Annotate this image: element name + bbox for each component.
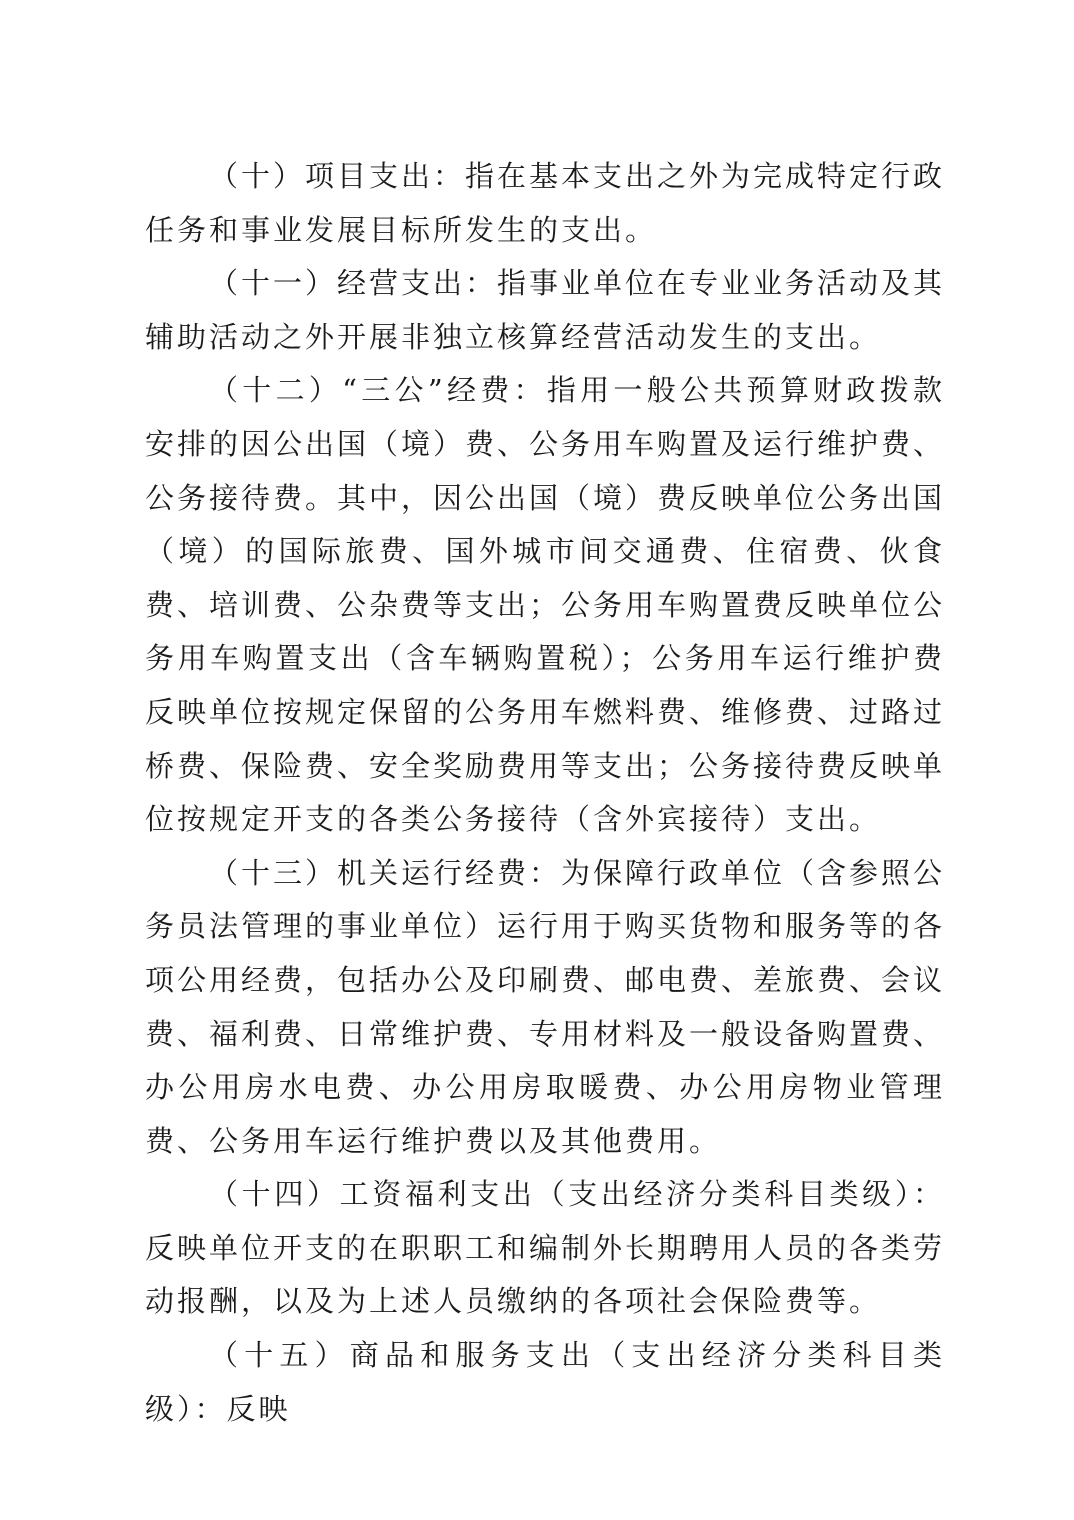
- document-body: [145, 150, 945, 1436]
- paragraph-agency-operating-funds: （十三）机关运行经费：为保障行政单位（含参照公务员法管理的事业单位）运行用于购买货物和服务等的各项公用经费，包括办公及印刷费、邮电费、差旅费、会议费、福利费、日常维护费、专用材料及一般设备购置费、办公用房水电费、办公用房取暖费、办公用房物业管理费、公务用车运行维护费以及其他费用。: [145, 855, 946, 1158]
- paragraph-goods-services: （十五）商品和服务支出（支出经济分类科目类级）：反映: [145, 1338, 945, 1426]
- paragraph-three-public-expenses: （十二）“三公”经费：指用一般公共预算财政拨款安排的因公出国（境）费、公务用车购置及运行维护费、公务接待费。其中，因公出国（境）费反映单位公务出国（境）的国际旅费、国外城市间交通费、住宿费、伙食费、培训费、公杂费等支出；公务用车购置费反映单位公务用车购置支出（含车辆购置税）；公务用车运行维护费反映单位按规定保留的公务用车燃料费、维修费、过路过桥费、保险费、安全奖励费用等支出；公务接待费反映单位按规定开支的各类公务接待（含外宾接待）支出。: [145, 373, 946, 837]
- paragraph-project-expenditure: （十）项目支出：指在基本支出之外为完成特定行政任务和事业发展目标所发生的支出。: [145, 159, 946, 247]
- paragraph-operating-expenditure: （十一）经营支出：指事业单位在专业业务活动及其辅助活动之外开展非独立核算经营活动发生的支出。: [145, 266, 946, 354]
- paragraph-wages-welfare: （十四）工资福利支出（支出经济分类科目类级）：反映单位开支的在职职工和编制外长期聘用人员的各类劳动报酬，以及为上述人员缴纳的各项社会保险费等。: [145, 1177, 946, 1319]
